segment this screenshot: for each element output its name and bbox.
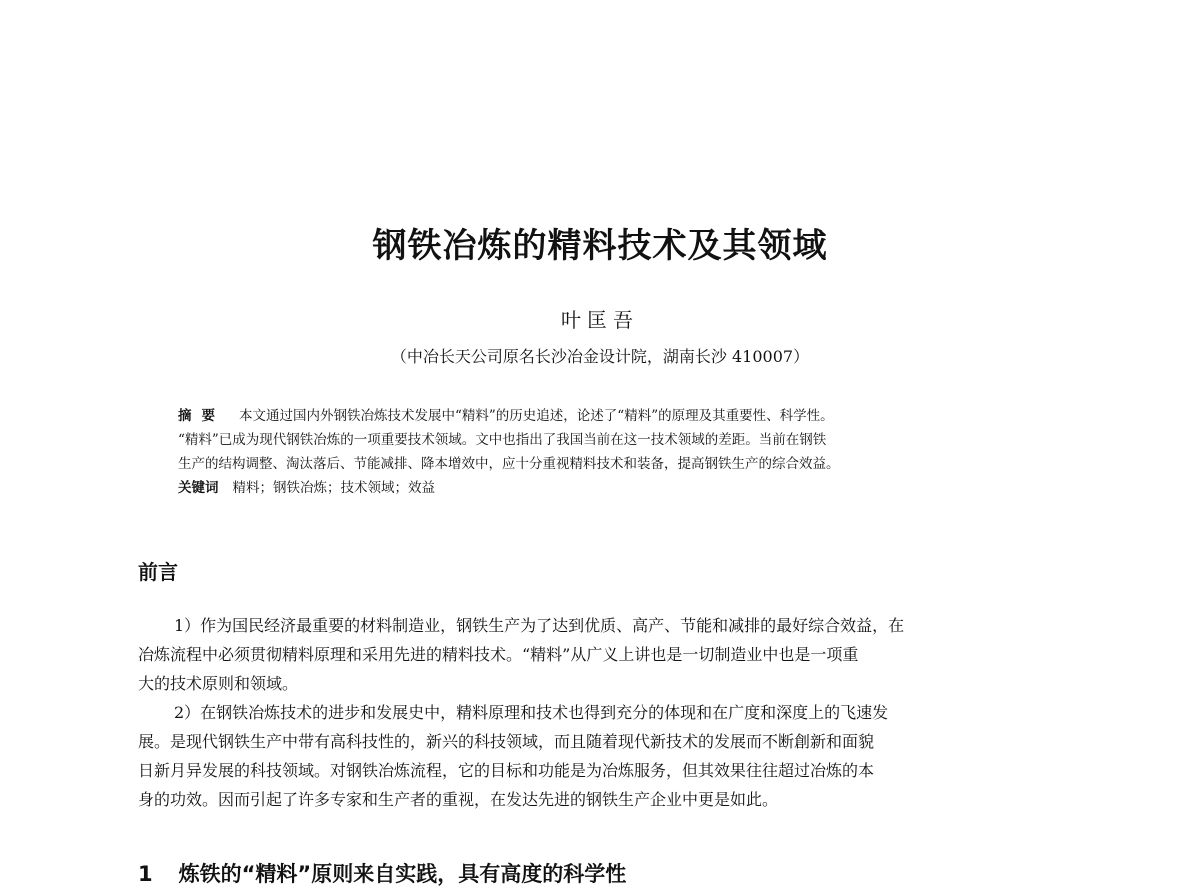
section-title: 炼铁的“精料”原则来自实践，具有高度的科学性: [178, 862, 627, 886]
paragraph-line: 日新月异发展的科技领域。对钢铁冶炼流程，它的目标和功能是为冶炼服务，但其效果往往超过冶炼的本: [138, 761, 875, 780]
paragraph-line: 大的技术原则和领域。: [138, 674, 299, 693]
paragraph-line: 1）作为国民经济最重要的材料制造业，钢铁生产为了达到优质、高产、节能和减排的最好综合效益，在: [174, 616, 905, 635]
paragraph-line: 2）在钢铁冶炼技术的进步和发展史中，精料原理和技术也得到充分的体现和在广度和深度上的飞速发: [174, 703, 889, 722]
abstract-block: [178, 404, 1058, 500]
section-heading-preface: 前言: [138, 560, 178, 584]
keywords-label: 关键词: [178, 480, 219, 496]
paragraph-line: 冶炼流程中必须贯彻精料原理和采用先进的精料技术。“精料”从广义上讲也是一切制造业中也是一项重: [138, 645, 859, 664]
paragraph-line: 身的功效。因而引起了许多专家和生产者的重视，在发达先进的钢铁生产企业中更是如此。: [138, 790, 779, 809]
paragraph-line: 展。是现代钢铁生产中带有高科技性的，新兴的科技领域，而且随着现代新技术的发展而不断創新和面貌: [138, 732, 875, 751]
keywords-text: 精料；钢铁冶炼；技术领域；效益: [232, 480, 435, 496]
paper-title: 钢铁冶炼的精料技术及其领域: [372, 226, 828, 266]
section-heading-1: [138, 858, 626, 888]
body-text: [138, 611, 1088, 814]
abstract-line: [178, 404, 1058, 428]
section-number: 1: [138, 862, 153, 886]
abstract-label: 摘要: [178, 408, 225, 424]
keywords-line: [178, 476, 1058, 500]
abstract-text: 本文通过国内外钢铁冶炼技术发展中“精料”的历史追述，论述了“精料”的原理及其重要性、科学性。: [239, 408, 834, 424]
abstract-line: “精料”已成为现代钢铁冶炼的一项重要技术领域。文中也指出了我国当前在这一技术领域的差距。当前在钢铁: [178, 432, 827, 448]
author-affiliation: （中冶长天公司原名长沙冶金设计院，湖南长沙 410007）: [390, 347, 810, 366]
abstract-line: 生产的结构调整、淘汰落后、节能减排、降本增效中，应十分重视精料技术和装备，提高钢铁生产的综合效益。: [178, 456, 840, 472]
author-name: 叶匡吾: [561, 308, 639, 332]
